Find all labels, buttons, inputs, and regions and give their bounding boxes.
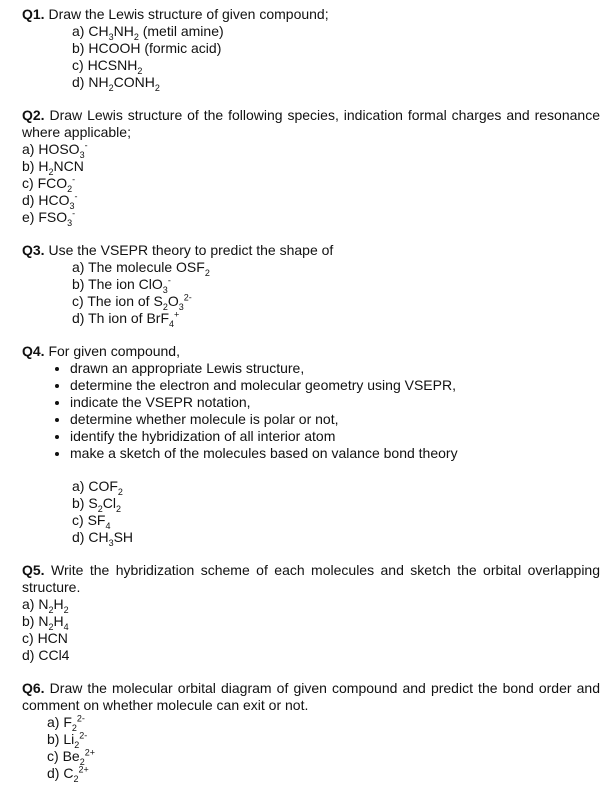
q6-item-c: c) $Be_2^{2+}$ bbox=[47, 747, 95, 767]
question-3-text: Use the VSEPR theory to predict the shape of bbox=[44, 242, 334, 258]
q6-item-b: b) $Li_2^{2-}$ bbox=[47, 730, 88, 750]
question-3-prompt bbox=[22, 242, 600, 259]
q5-item-b: b) $N_2H_4$ bbox=[22, 613, 69, 632]
q4-task-list bbox=[22, 360, 600, 462]
q5-item-c: c) HCN bbox=[22, 630, 68, 646]
question-2-number: Q2. bbox=[22, 107, 45, 123]
q6-item-d: d) $C_2^{2+}$ bbox=[47, 764, 89, 784]
q4-task: • determine the electron and molecular geometry using VSEPR, bbox=[70, 377, 600, 394]
q4-item-b: b) $S_2Cl_2$ bbox=[72, 495, 121, 514]
q4-item-c: c) $SF_4$ bbox=[72, 512, 111, 531]
q2-item-e: e) $FSO_3^-$ bbox=[22, 208, 76, 228]
q3-item-b: b) The ion ClO$_3$- bbox=[72, 275, 171, 295]
question-6-prompt bbox=[22, 680, 600, 714]
q2-item-d: d) $HCO_3^-$ bbox=[22, 191, 78, 211]
question-4 bbox=[22, 343, 600, 546]
worksheet bbox=[22, 6, 600, 798]
q6-item-a: a) $F_2^{2-}$ bbox=[47, 713, 85, 733]
q4-task: • identify the hybridization of all interior atom bbox=[70, 428, 600, 445]
question-1-text: Draw the Lewis structure of given compound; bbox=[44, 6, 329, 22]
q4-task: • determine whether molecule is polar or not, bbox=[70, 411, 600, 428]
q1-item-b: b) HCOOH (formic acid) bbox=[72, 40, 222, 56]
q4-item-d: d) $CH_3SH$ bbox=[72, 529, 134, 548]
question-5-prompt bbox=[22, 562, 600, 596]
q3-item-d: d) Th ion of BrF$_4$+ bbox=[72, 309, 180, 329]
question-2-text: Draw Lewis structure of the following species, indication formal charges and resonance where applicable; bbox=[22, 107, 600, 140]
question-4-text: For given compound, bbox=[44, 343, 180, 359]
question-1 bbox=[22, 6, 600, 91]
q2-item-b: b) $H_2NCN$ bbox=[22, 158, 84, 177]
q5-item-a: a) $N_2H_2$ bbox=[22, 596, 69, 615]
question-5-number: Q5. bbox=[22, 562, 45, 578]
question-3 bbox=[22, 242, 600, 327]
q1-item-d: d) $NH_2CONH_2$ bbox=[72, 74, 160, 93]
question-5-text: Write the hybridization scheme of each molecules and sketch the orbital overlapping structure. bbox=[22, 562, 600, 595]
question-6-text: Draw the molecular orbital diagram of given compound and predict the bond order and comment on whether molecule can exit or not. bbox=[22, 680, 600, 713]
q4-task: • indicate the VSEPR notation, bbox=[70, 394, 600, 411]
question-6-number: Q6. bbox=[22, 680, 45, 696]
q3-item-a: a) The molecule $OSF_2$ bbox=[72, 259, 210, 278]
question-2-prompt bbox=[22, 107, 600, 141]
question-1-prompt bbox=[22, 6, 600, 23]
q4-task: • drawn an appropriate Lewis structure, bbox=[70, 360, 600, 377]
question-4-prompt bbox=[22, 343, 600, 360]
q2-item-a: a) $HOSO_3^-$ bbox=[22, 140, 88, 160]
q4-task: • make a sketch of the molecules based on valance bond theory bbox=[70, 445, 600, 462]
question-2 bbox=[22, 107, 600, 226]
question-6 bbox=[22, 680, 600, 782]
question-1-number: Q1. bbox=[22, 6, 45, 22]
question-3-number: Q3. bbox=[22, 242, 45, 258]
q3-item-c: c) The ion of $S_2O_3^{2-}$ bbox=[72, 292, 192, 312]
question-5 bbox=[22, 562, 600, 664]
q1-item-a: a) $CH_3NH_2$ (metil amine) bbox=[72, 23, 224, 42]
q2-item-c: c) $FCO_2^-$ bbox=[22, 174, 76, 194]
question-4-number: Q4. bbox=[22, 343, 45, 359]
q1-item-c: c) $HCSNH_2$ bbox=[72, 57, 143, 76]
q4-item-a: a) $COF_2$ bbox=[72, 478, 123, 497]
q5-item-d: d) CCl4 bbox=[22, 647, 70, 663]
